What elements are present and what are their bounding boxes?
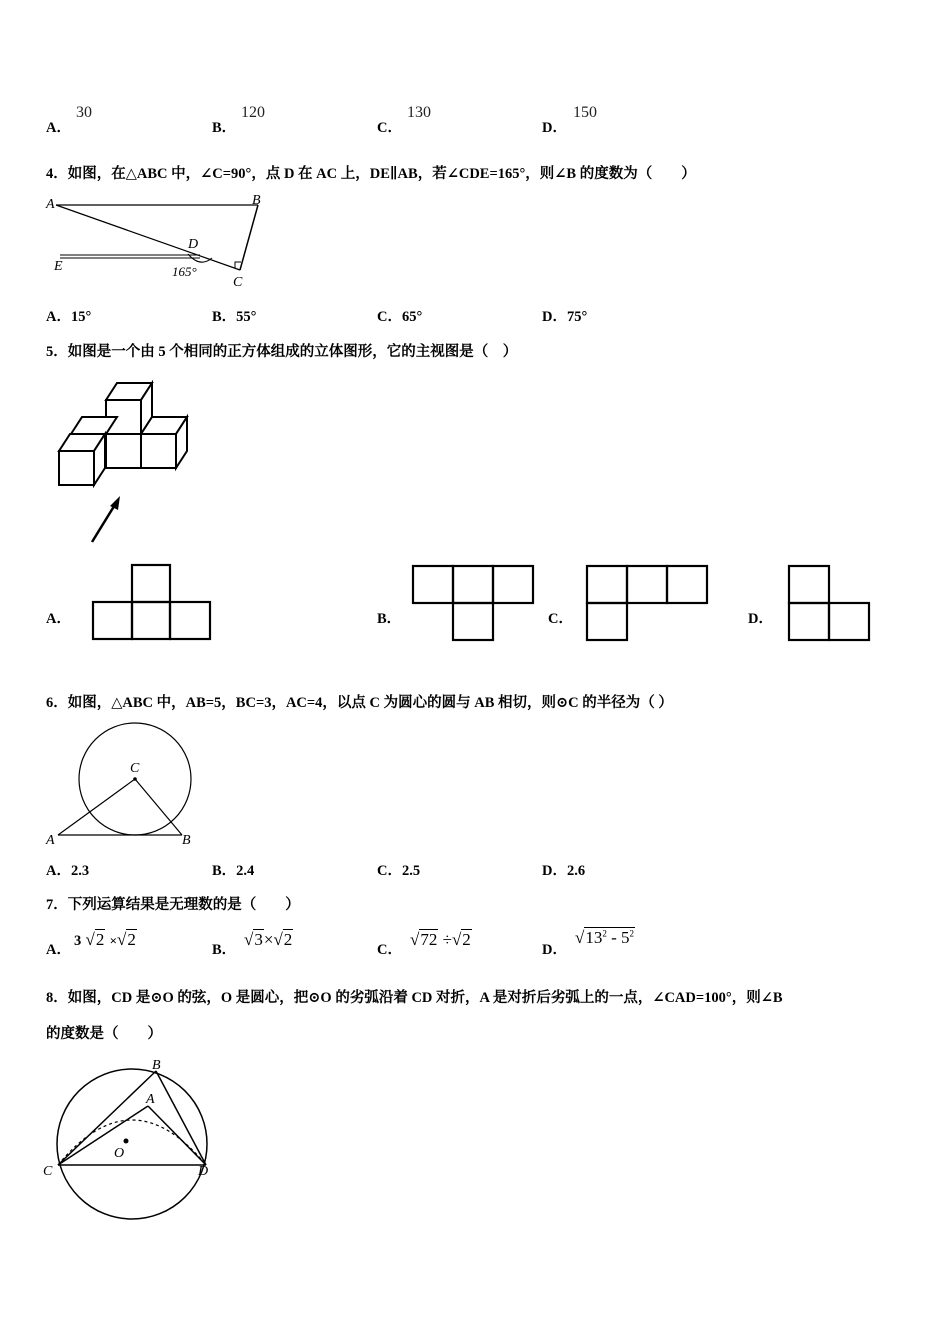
q7-text: 7．下列运算结果是无理数的是（ ） — [46, 897, 300, 913]
q5-option-a-label: A． — [46, 611, 71, 627]
q6-option-d: D．2.6 — [542, 863, 586, 879]
q8-label-d: D — [198, 1164, 209, 1179]
q4-label-a: A — [46, 197, 55, 212]
q3-option-d-label: D． — [542, 120, 567, 136]
q5-option-c-label: C． — [548, 611, 573, 627]
q3-option-d-value: 150 — [573, 104, 597, 121]
q4-label-d: D — [188, 237, 199, 252]
q5-solid-figure — [50, 375, 200, 550]
q4-label-e: E — [54, 259, 63, 274]
q7-option-a-expr: 3 √2 ×√2 — [74, 930, 136, 949]
q6-option-c: C．2.5 — [377, 863, 421, 879]
q4-figure — [40, 190, 280, 290]
q6-label-b: B — [182, 833, 191, 848]
q4-option-a: A．15° — [46, 309, 92, 325]
q4-angle-label: 165° — [172, 264, 197, 279]
q5-option-d-figure — [786, 563, 876, 643]
q8-label-a: A — [146, 1092, 155, 1107]
q8-text-line2: 的度数是（ ） — [46, 1026, 162, 1042]
q7-option-c-expr: √72 ÷√2 — [410, 930, 471, 949]
q3-option-b-label: B． — [212, 120, 237, 136]
q3-option-c-label: C． — [377, 120, 402, 136]
q4-option-c: C．65° — [377, 309, 423, 325]
q7-option-d-label: D． — [542, 942, 567, 958]
q6-option-b: B．2.4 — [212, 863, 255, 879]
q7-option-a-label: A． — [46, 942, 71, 958]
q7-option-c-label: C． — [377, 942, 402, 958]
q4-label-b: B — [252, 193, 261, 208]
q4-text: 4．如图，在△ABC 中，∠C=90°，点 D 在 AC 上，DE∥AB，若∠CDE=165°，则∠B 的度数为（ ） — [46, 166, 696, 182]
q8-label-c: C — [43, 1164, 53, 1179]
q7-option-b-label: B． — [212, 942, 237, 958]
q5-option-a-figure — [90, 563, 215, 643]
q6-figure — [40, 720, 210, 850]
q8-figure — [40, 1055, 220, 1225]
q5-option-b-label: B． — [377, 611, 402, 627]
q8-label-o: O — [114, 1146, 125, 1161]
q3-option-a-label: A． — [46, 120, 71, 136]
q7-option-d-expr: $√13^2 - 5^2$ — [575, 928, 635, 947]
q6-label-c: C — [130, 761, 140, 776]
q5-option-c-figure — [584, 563, 712, 643]
q3-option-a-value: 30 — [76, 104, 92, 121]
q7-option-b-expr: √3×√2 — [244, 930, 293, 949]
q4-label-c: C — [233, 275, 243, 290]
q6-option-a: A．2.3 — [46, 863, 90, 879]
q8-label-b: B — [152, 1058, 161, 1073]
q5-option-b-figure — [410, 563, 538, 643]
q6-text: 6．如图，△ABC 中，AB=5，BC=3，AC=4，以点 C 为圆心的圆与 AB 相切，则⊙C 的半径为（ ） — [46, 695, 673, 711]
q5-option-d-label: D． — [748, 611, 773, 627]
q5-text: 5．如图是一个由 5 个相同的正方体组成的立体图形，它的主视图是（ ） — [46, 344, 518, 360]
q8-text-line1: 8．如图，CD 是⊙O 的弦，O 是圆心，把⊙O 的劣弧沿着 CD 对折，A 是对折后劣弧上的一点，∠CAD=100°，则∠B — [46, 990, 783, 1006]
q6-label-a: A — [46, 833, 55, 848]
q4-option-d: D．75° — [542, 309, 588, 325]
q3-option-b-value: 120 — [241, 104, 265, 121]
q4-option-b: B．55° — [212, 309, 257, 325]
q3-option-c-value: 130 — [407, 104, 431, 121]
